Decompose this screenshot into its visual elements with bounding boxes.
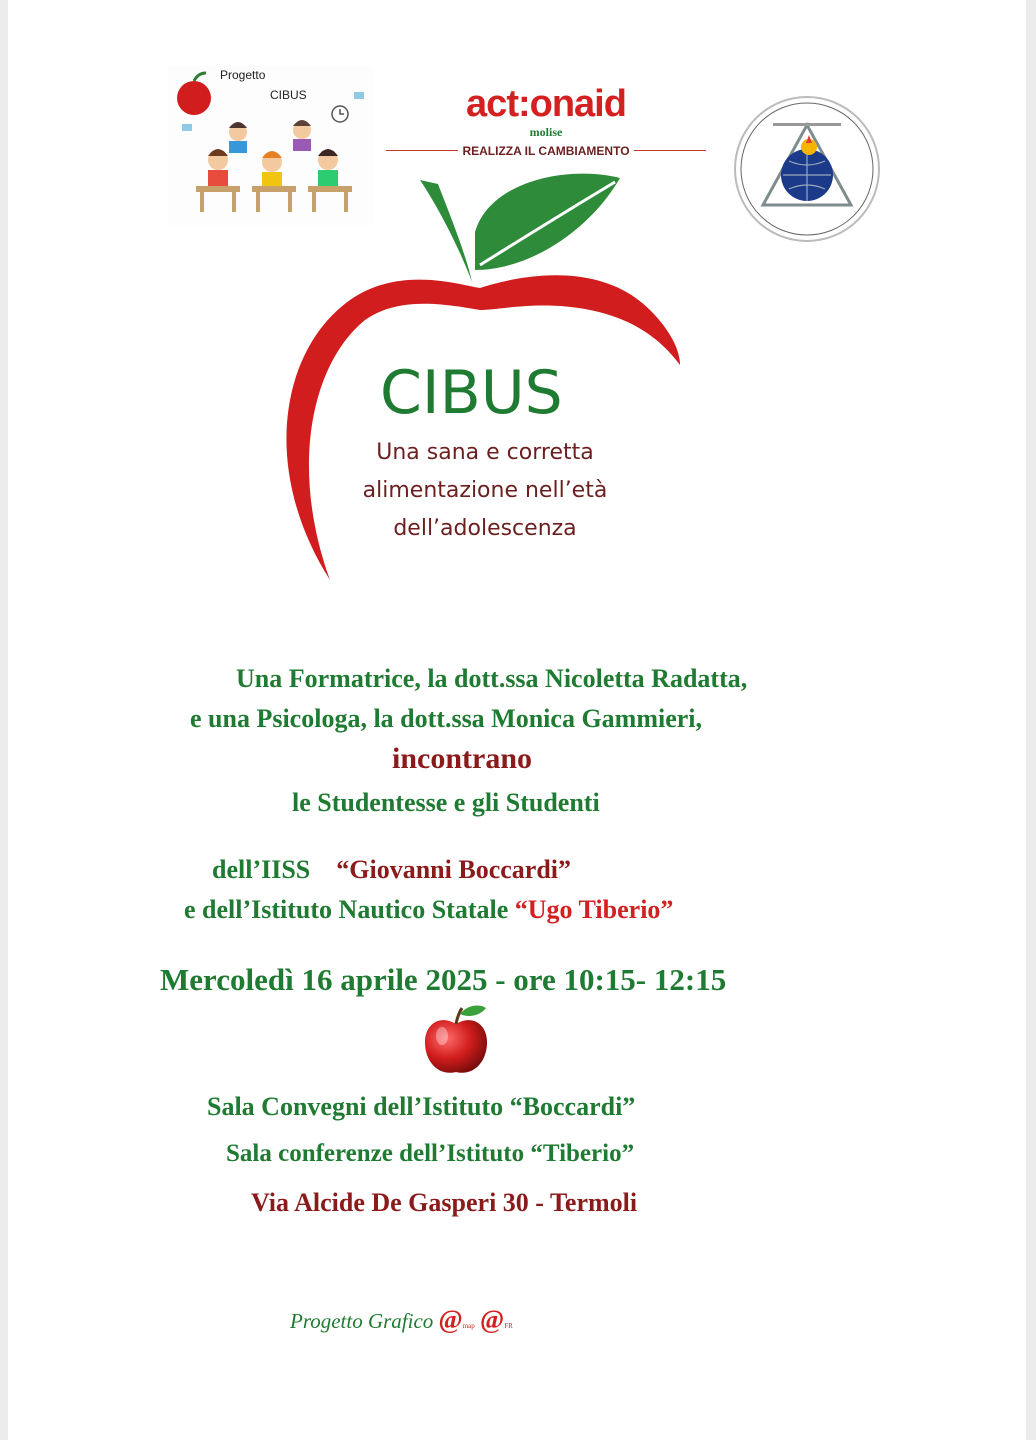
speaker-line-1: Una Formatrice, la dott.ssa Nicoletta Radatta, [236,664,748,693]
credit-label: Progetto Grafico [290,1309,434,1333]
school-line-2-prefix: e dell’Istituto Nautico Statale [184,895,509,924]
designer-mark-2-sub: FR [504,1322,513,1330]
venue-address: Via Alcide De Gasperi 30 - Termoli [251,1188,638,1217]
cibus-logo-label-line2: CIBUS [270,88,307,102]
cibus-subtitle [320,434,650,548]
actionaid-region: molise [529,125,563,139]
speaker-line-2: e una Psicologa, la dott.ssa Monica Gammieri, [190,704,703,733]
audience-line: le Studentesse e gli Studenti [292,788,600,817]
meet-verb: incontrano [392,742,533,775]
school-line-1-prefix: dell’IISS [212,855,311,884]
actionaid-brand: act:onaid [466,83,626,125]
school-line-1 [212,855,571,885]
school-name-boccardi: “Giovanni Boccardi” [336,855,572,884]
apple-icon [177,81,211,115]
designer-mark-1-sub: map [462,1322,475,1330]
school-name-tiberio: “Ugo Tiberio” [514,895,674,924]
actionaid-tagline: REALIZZA IL CAMBIAMENTO [458,144,633,158]
subtitle-line-2: alimentazione nell’età [362,478,608,503]
subtitle-line-1: Una sana e corretta [376,440,594,465]
subtitle-line-3: dell’adolescenza [393,516,577,541]
designer-mark-1: @ [438,1305,463,1334]
designer-mark-2: @ [480,1305,505,1334]
venue-line-1: Sala Convegni dell’Istituto “Boccardi” [207,1092,636,1121]
apple-icon [420,1002,492,1078]
school-line-2 [184,895,673,925]
cibus-logo-label-line1: Progetto [220,68,266,82]
event-date-time: Mercoledì 16 aprile 2025 - ore 10:15- 12:15 [160,962,727,997]
venue-line-2: Sala conferenze dell’Istituto “Tiberio” [226,1140,635,1167]
school-emblem [733,95,881,243]
actionaid-logo [386,84,706,164]
globe-emblem-icon [733,95,881,243]
cibus-title: CIBUS [380,358,563,428]
graphic-design-credit [290,1305,513,1335]
